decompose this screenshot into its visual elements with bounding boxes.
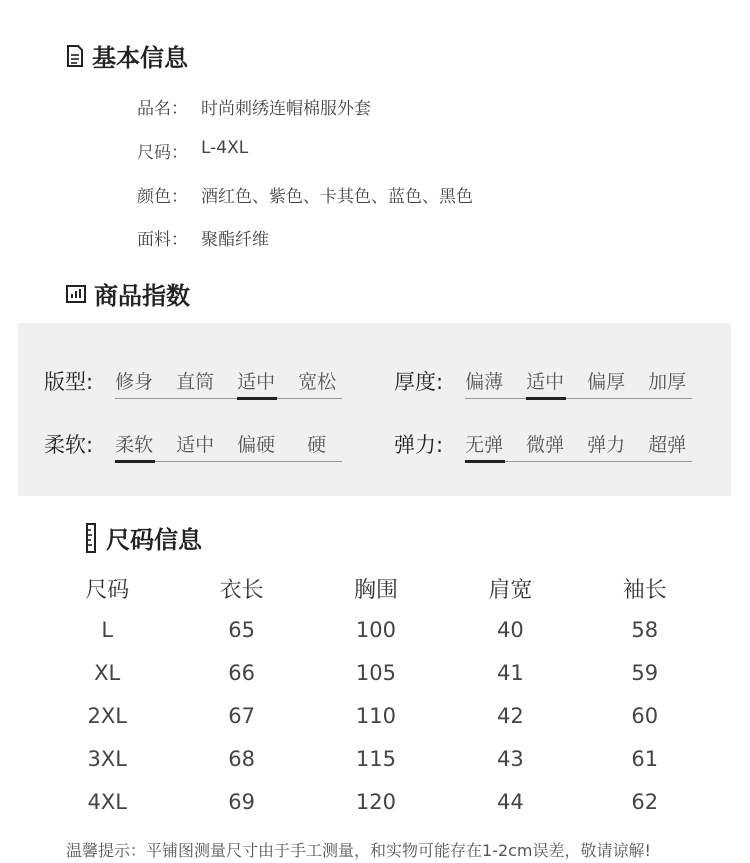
table-cell: 44	[497, 789, 524, 814]
info-label: 颜色：	[137, 187, 188, 207]
index-option: 适中	[176, 434, 215, 456]
table-row	[40, 780, 712, 823]
bar-chart-icon	[66, 285, 86, 303]
index-option: 修身	[115, 371, 154, 393]
index-option: 偏薄	[465, 371, 504, 393]
index-label: 厚度:	[394, 370, 444, 394]
table-cell: 59	[631, 660, 659, 685]
table-cell: 110	[355, 703, 397, 728]
index-option: 偏厚	[587, 371, 626, 393]
table-cell: 66	[228, 660, 255, 685]
index-option: 弹力	[587, 434, 626, 456]
index-label: 弹力:	[394, 433, 444, 457]
basic-info-title: 基本信息	[92, 44, 188, 72]
table-cell: 60	[631, 703, 659, 728]
table-cell: 42	[497, 703, 524, 728]
table-header-cell: 袖长	[622, 577, 667, 603]
table-cell: 3XL	[87, 746, 127, 771]
table-cell: 2XL	[87, 703, 127, 728]
table-header-cell: 胸围	[353, 577, 398, 603]
table-header-row	[40, 568, 712, 608]
index-label: 柔软:	[44, 433, 94, 457]
table-cell: XL	[94, 660, 121, 685]
table-cell: 115	[355, 746, 397, 771]
table-cell: 68	[228, 746, 255, 771]
index-options	[465, 368, 692, 399]
table-cell: 62	[631, 789, 659, 814]
product-index-panel	[18, 323, 731, 496]
table-cell: 58	[631, 617, 659, 642]
index-options	[115, 431, 342, 462]
table-cell: 69	[228, 789, 255, 814]
table-row	[40, 608, 712, 651]
measurement-note: 温馨提示：平铺图测量尺寸由于手工测量，和实物可能存在1-2cm误差，敬请谅解!	[66, 841, 651, 860]
index-option: 直筒	[176, 371, 215, 393]
size-info-heading	[86, 520, 202, 555]
table-header-cell: 肩宽	[488, 577, 533, 603]
product-index-heading	[66, 276, 190, 311]
table-cell: 67	[228, 703, 255, 728]
table-row	[40, 737, 712, 780]
size-table	[40, 568, 712, 823]
document-icon	[66, 45, 84, 67]
table-cell: 43	[497, 746, 524, 771]
info-row-fabric	[137, 225, 269, 250]
ruler-icon	[86, 523, 98, 553]
info-row-color	[137, 182, 473, 207]
table-cell: 105	[355, 660, 397, 685]
table-cell: 120	[355, 789, 397, 814]
table-cell: 4XL	[87, 789, 127, 814]
index-options	[115, 368, 342, 399]
index-option: 超弹	[648, 434, 687, 456]
index-option-selected: 无弹	[465, 431, 526, 461]
info-value: 酒红色、紫色、卡其色、蓝色、黑色	[201, 187, 473, 207]
product-index-title: 商品指数	[94, 282, 190, 310]
info-row-size	[137, 138, 248, 163]
index-option: 加厚	[648, 371, 687, 393]
info-label: 尺码：	[137, 143, 188, 163]
index-group-fit	[44, 368, 342, 399]
index-option: 微弹	[526, 434, 565, 456]
size-info-title: 尺码信息	[106, 526, 202, 554]
table-header-cell: 衣长	[219, 577, 264, 603]
table-cell: L	[101, 617, 114, 642]
table-cell: 100	[355, 617, 397, 642]
index-option: 硬	[307, 434, 327, 456]
info-value: 时尚刺绣连帽棉服外套	[201, 99, 371, 119]
index-option-selected: 适中	[526, 368, 587, 398]
table-cell: 40	[497, 617, 524, 642]
index-options	[465, 431, 692, 462]
index-label: 版型:	[44, 370, 94, 394]
table-cell: 41	[497, 660, 524, 685]
info-label: 品名：	[137, 99, 188, 119]
table-row	[40, 651, 712, 694]
table-cell: 65	[228, 617, 255, 642]
index-option-selected: 柔软	[115, 431, 176, 461]
index-group-softness	[44, 431, 342, 462]
index-option-selected: 适中	[237, 368, 298, 398]
info-row-name	[137, 94, 371, 119]
basic-info-heading	[66, 38, 188, 73]
info-value: 聚酯纤维	[201, 230, 269, 250]
index-group-elasticity	[394, 431, 692, 462]
table-cell: 61	[631, 746, 659, 771]
index-option: 偏硬	[237, 434, 276, 456]
table-header-cell: 尺码	[85, 577, 130, 603]
index-group-thickness	[394, 368, 692, 399]
info-value: L-4XL	[201, 138, 249, 158]
info-label: 面料：	[137, 230, 188, 250]
index-option: 宽松	[298, 371, 337, 393]
table-row	[40, 694, 712, 737]
